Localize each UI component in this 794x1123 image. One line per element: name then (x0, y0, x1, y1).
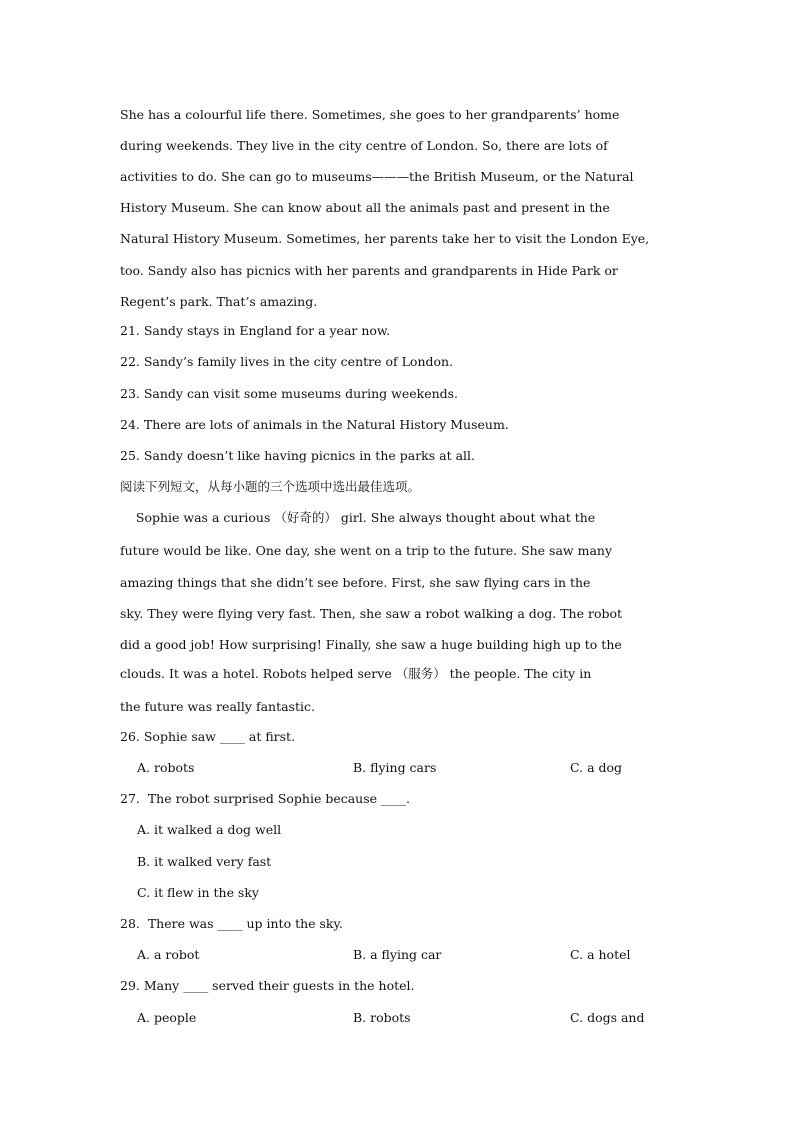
question-29-option-b: B. robots (353, 1010, 411, 1025)
passage2-line: the future was really fantastic. (120, 699, 315, 714)
passage2-line: future would be like. One day, she went on a trip to the future. She saw many (120, 543, 613, 558)
passage2-line: did a good job! How surprising! Finally, she saw a huge building high up to the (120, 637, 622, 652)
statement-24: 24. There are lots of animals in the Natural History Museum. (120, 417, 509, 432)
passage1-line: Regent’s park. That’s amazing. (120, 294, 318, 309)
question-26-option-b: B. flying cars (353, 760, 437, 775)
passage2-line: sky. They were flying very fast. Then, she saw a robot walking a dog. The robot (120, 606, 623, 621)
question-26-option-a: A. robots (137, 760, 195, 775)
passage1-line: too. Sandy also has picnics with her parents and grandparents in Hide Park or (120, 263, 618, 278)
question-28-stem: 28. There was ____ up into the sky. (120, 916, 343, 931)
question-27-stem: 27. The robot surprised Sophie because ____. (120, 791, 410, 806)
question-28-option-a: A. a robot (137, 947, 200, 962)
passage2-line: clouds. It was a hotel. Robots helped serve （服务） the people. The city in (120, 666, 592, 681)
statement-23: 23. Sandy can visit some museums during weekends. (120, 386, 459, 401)
question-29-option-a: A. people (137, 1010, 197, 1025)
passage1-line: History Museum. She can know about all the animals past and present in the (120, 200, 610, 215)
passage1-line: Natural History Museum. Sometimes, her parents take her to visit the London Eye, (120, 231, 650, 246)
passage1-line: She has a colourful life there. Sometimes, she goes to her grandparents’ home (120, 107, 620, 122)
question-27-option-b: B. it walked very fast (137, 854, 272, 869)
question-26-stem: 26. Sophie saw ____ at first. (120, 729, 296, 744)
question-28-option-b: B. a flying car (353, 947, 442, 962)
question-27-option-a: A. it walked a dog well (137, 822, 282, 837)
passage2-line: Sophie was a curious （好奇的） girl. She always thought about what the (120, 510, 596, 525)
passage2-line: amazing things that she didn’t see before. First, she saw flying cars in the (120, 575, 591, 590)
question-27-option-c: C. it flew in the sky (137, 885, 259, 900)
statement-25: 25. Sandy doesn’t like having picnics in the parks at all. (120, 448, 476, 463)
section-instruction: 阅读下列短文，从每小题的三个选项中选出最佳选项。 (120, 479, 421, 494)
question-29-option-c: C. dogs and (570, 1010, 645, 1025)
question-28-option-c: C. a hotel (570, 947, 631, 962)
passage1-line: activities to do. She can go to museums———the British Museum, or the Natural (120, 169, 634, 184)
passage1-line: during weekends. They live in the city centre of London. So, there are lots of (120, 138, 608, 153)
question-26-option-c: C. a dog (570, 760, 623, 775)
statement-22: 22. Sandy’s family lives in the city centre of London. (120, 354, 454, 369)
question-29-stem: 29. Many ____ served their guests in the hotel. (120, 978, 415, 993)
statement-21: 21. Sandy stays in England for a year now. (120, 323, 391, 338)
